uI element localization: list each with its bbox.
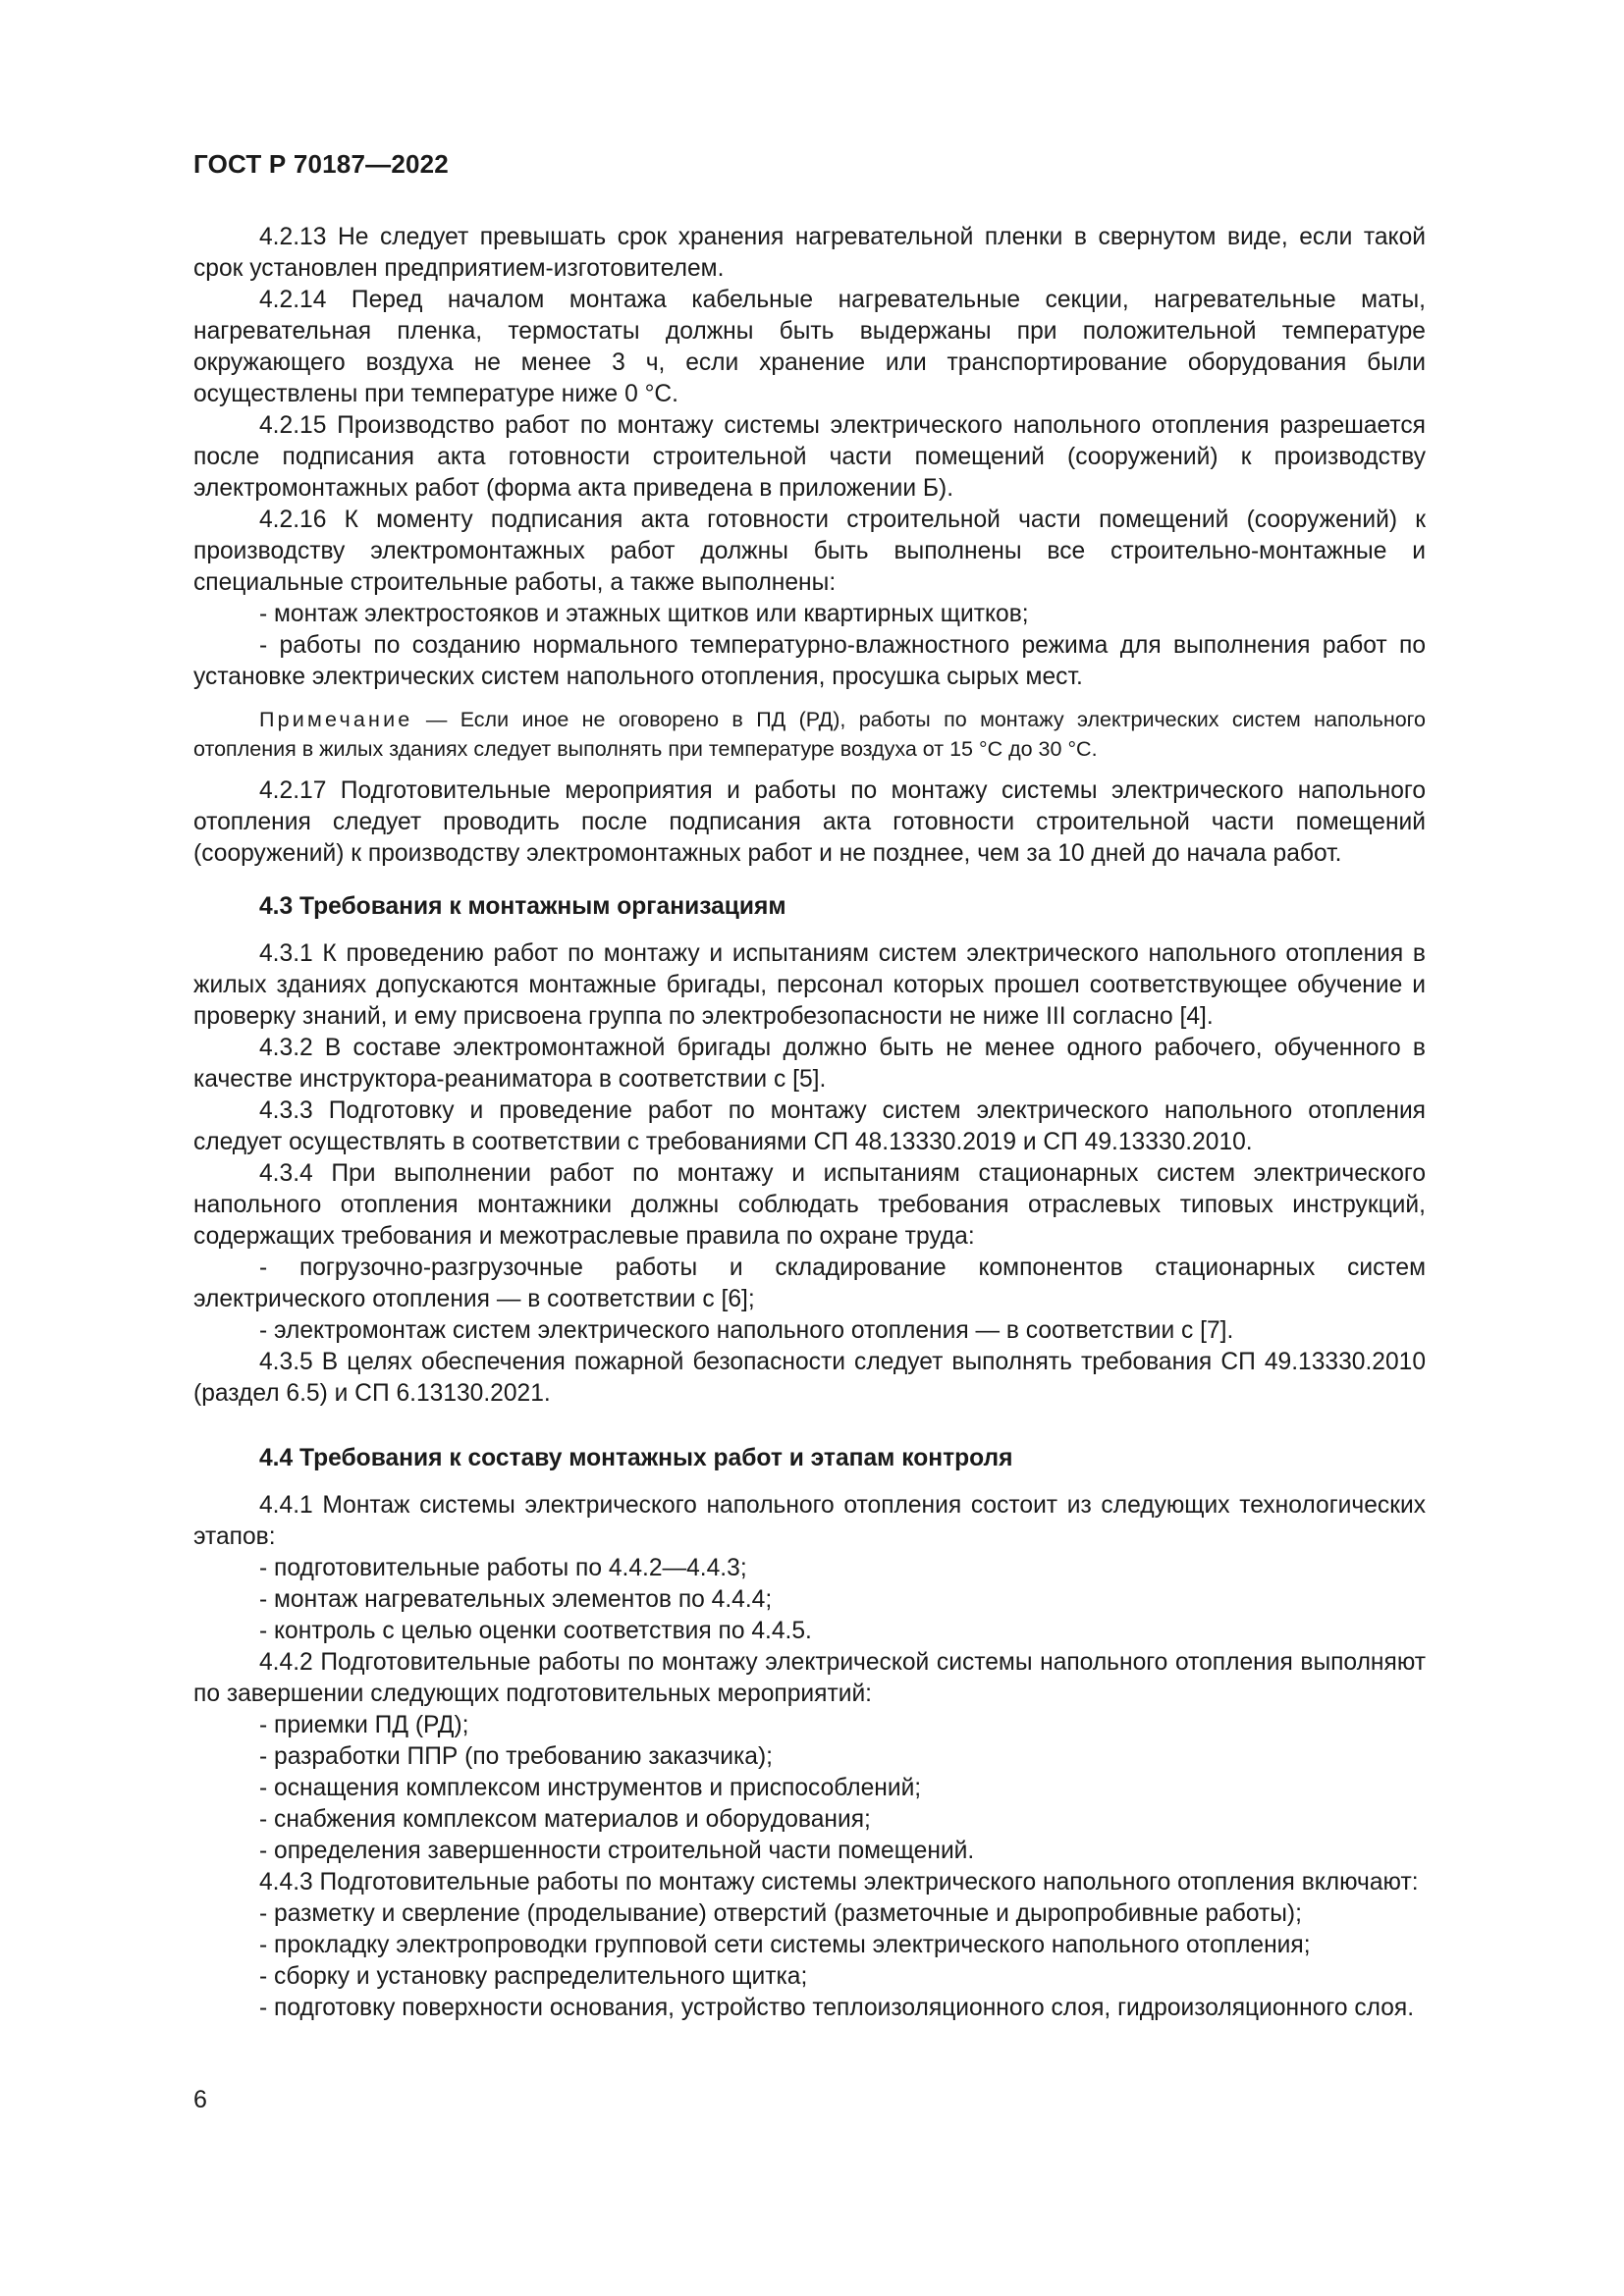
paragraph-4-4-3: 4.4.3 Подготовительные работы по монтажу системы электрического напольного отопления включают: xyxy=(259,1869,1419,1896)
list-item: - подготовку поверхности основания, устройство теплоизоляционного слоя, гидроизоляционного слоя. xyxy=(259,1995,1415,2021)
list-item: - оснащения комплексом инструментов и приспособлений; xyxy=(259,1775,922,1801)
list-item: - электромонтаж систем электрического напольного отопления — в соответствии с [7]. xyxy=(259,1317,1234,1344)
document-code-header: ГОСТ Р 70187—2022 xyxy=(193,149,449,179)
list-item: - монтаж нагревательных элементов по 4.4.4; xyxy=(259,1586,773,1613)
document-body xyxy=(193,222,1426,2024)
list-item: - работы по созданию нормального температурно-влажностного режима для выполнения работ по установке электрических систем напольного отопления, просушка сырых мест. xyxy=(193,632,1426,690)
paragraph-4-2-15: 4.2.15 Производство работ по монтажу системы электрического напольного отопления разрешается после подписания акта готовности строительной части помещений (сооружений) к производству электромонтажных работ (форма акта приведена в приложении Б). xyxy=(193,412,1426,502)
note-text: — Если иное не оговорено в ПД (РД), работы по монтажу электрических систем напольного отопления в жилых зданиях следует выполнять при температуре воздуха от 15 °С до 30 °С. xyxy=(193,708,1426,761)
list-item: - контроль с целью оценки соответствия по 4.4.5. xyxy=(259,1618,812,1644)
list-item: - прокладку электропроводки групповой сети системы электрического напольного отопления; xyxy=(259,1932,1311,1958)
list-item: - снабжения комплексом материалов и оборудования; xyxy=(259,1806,871,1833)
note-label: Примечание xyxy=(259,708,413,731)
list-item: - подготовительные работы по 4.4.2—4.4.3; xyxy=(259,1555,747,1581)
note-block xyxy=(193,705,1426,764)
list-item: - монтаж электростояков и этажных щитков или квартирных щитков; xyxy=(259,601,1029,627)
paragraph-4-3-1: 4.3.1 К проведению работ по монтажу и испытаниям систем электрического напольного отопления в жилых зданиях допускаются монтажные бригады, персонал которых прошел соответствующее обучение и проверку знаний, и ему присвоена группа по электробезопасности не ниже III согласно [4]. xyxy=(193,940,1426,1030)
paragraph-4-3-4: 4.3.4 При выполнении работ по монтажу и испытаниям стационарных систем электрического напольного отопления монтажники должны соблюдать требования отраслевых типовых инструкций, содержащих требования и межотраслевые правила по охране труда: xyxy=(193,1160,1426,1250)
list-item: - определения завершенности строительной части помещений. xyxy=(259,1838,975,1864)
paragraph-4-3-2: 4.3.2 В составе электромонтажной бригады должно быть не менее одного рабочего, обученного в качестве инструктора-реаниматора в соответствии с [5]. xyxy=(193,1035,1426,1093)
paragraph-4-4-2: 4.4.2 Подготовительные работы по монтажу электрической системы напольного отопления выполняют по завершении следующих подготовительных мероприятий: xyxy=(193,1649,1426,1707)
section-title-4-4: 4.4 Требования к составу монтажных работ и этапам контроля xyxy=(259,1445,1013,1471)
list-item: - погрузочно-разгрузочные работы и складирование компонентов стационарных систем электрического отопления — в соответствии с [6]; xyxy=(193,1255,1426,1312)
paragraph-4-3-3: 4.3.3 Подготовку и проведение работ по монтажу систем электрического напольного отопления следует осуществлять в соответствии с требованиями СП 48.13330.2019 и СП 49.13330.2010. xyxy=(193,1097,1426,1155)
paragraph-4-2-16: 4.2.16 К моменту подписания акта готовности строительной части помещений (сооружений) к производству электромонтажных работ должны быть выполнены все строительно-монтажные и специальные строительные работы, а также выполнены: xyxy=(193,507,1426,596)
section-title-4-3: 4.3 Требования к монтажным организациям xyxy=(259,893,786,920)
paragraph-4-4-1: 4.4.1 Монтаж системы электрического напольного отопления состоит из следующих технологических этапов: xyxy=(193,1492,1426,1550)
list-item: - сборку и установку распределительного щитка; xyxy=(259,1963,808,1990)
page-number: 6 xyxy=(193,2086,207,2113)
list-item: - разметку и сверление (проделывание) отверстий (разметочные и дыропробивные работы); xyxy=(259,1900,1302,1927)
paragraph-4-2-13: 4.2.13 Не следует превышать срок хранения нагревательной пленки в свернутом виде, если такой срок установлен предприятием-изготовителем. xyxy=(193,224,1426,282)
paragraph-4-2-17: 4.2.17 Подготовительные мероприятия и работы по монтажу системы электрического напольного отопления следует проводить после подписания акта готовности строительной части помещений (сооружений) к производству электромонтажных работ и не позднее, чем за 10 дней до начала работ. xyxy=(193,777,1426,867)
paragraph-4-3-5: 4.3.5 В целях обеспечения пожарной безопасности следует выполнять требования СП 49.13330.2010 (раздел 6.5) и СП 6.13130.2021. xyxy=(193,1349,1426,1407)
list-item: - разработки ППР (по требованию заказчика); xyxy=(259,1743,774,1770)
paragraph-4-2-14: 4.2.14 Перед началом монтажа кабельные нагревательные секции, нагревательные маты, нагревательная пленка, термостаты должны быть выдержаны при положительной температуре окружающего воздуха не менее 3 ч, если хранение или транспортирование оборудования были осуществлены при температуре ниже 0 °С. xyxy=(193,287,1426,407)
list-item: - приемки ПД (РД); xyxy=(259,1712,469,1738)
